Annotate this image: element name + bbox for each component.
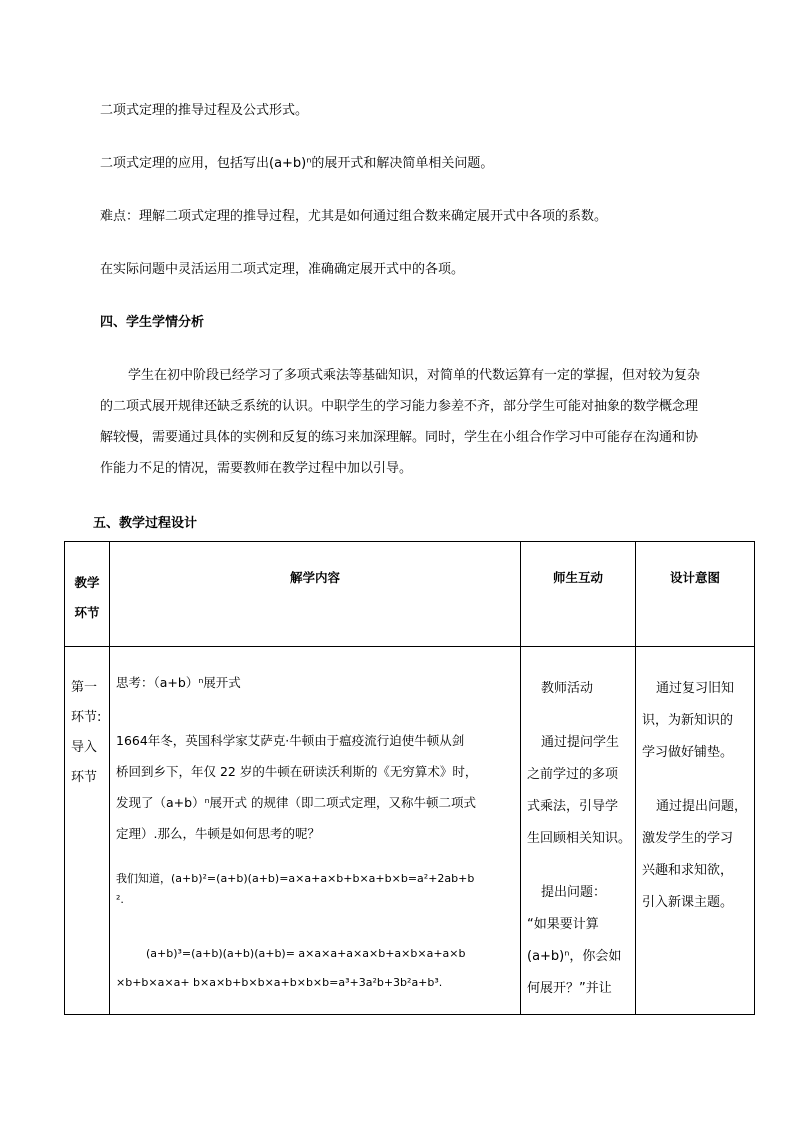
formula-square-line-1: 我们知道，(a+b)²=(a+b)(a+b)=a×a+a×b+b×a+b×b=a²+2ab+b xyxy=(116,872,475,885)
intro-line-2: 二项式定理的应用，包括写出(a+b)ⁿ的展开式和解决简单相关问题。 xyxy=(100,156,494,171)
interaction-line-2 xyxy=(527,705,635,727)
interaction-line-7 xyxy=(527,855,635,877)
header-stage xyxy=(65,542,110,647)
stage-line-1: 第一 xyxy=(71,680,98,695)
section4-line-2: 的二项式展开规律还缺乏系统的认识。中职学生的学习能力参差不齐，部分学生可能对抽象的数学概念理 xyxy=(100,399,699,414)
interaction-line-3: 通过提问学生 xyxy=(541,735,620,750)
section4-line-4: 作能力不足的情况，需要教师在教学过程中加以引导。 xyxy=(100,461,413,476)
intent-line-6: 激发学生的学习 xyxy=(642,831,734,846)
section4-line-1: 学生在初中阶段已经学习了多项式乘法等基础知识，对简单的代数运算有一定的掌握，但对较为复杂 xyxy=(128,368,701,383)
interaction-cell xyxy=(521,647,636,1015)
interaction-line-5: 式乘法，引导学 xyxy=(527,799,619,814)
interaction-line-10: (a+b)ⁿ，你会如 xyxy=(527,949,622,964)
formula-cube-line-1: (a+b)³=(a+b)(a+b)(a+b)= a×a×a+a×a×b+a×b×a+a×b xyxy=(146,947,466,960)
section5-title: 五、教学过程设计 xyxy=(93,516,198,531)
header-stage-line-1: 教学 xyxy=(74,575,100,590)
story-line-1: 1664年冬，英国科学家艾萨克·牛顿由于瘟疫流行迫使牛顿从剑 xyxy=(116,733,465,748)
interaction-line-6: 生回顾相关知识。 xyxy=(527,831,632,846)
interaction-line-4: 之前学过的多项 xyxy=(527,767,619,782)
interaction-line-9: “如果要计算 xyxy=(527,917,599,932)
story-line-2: 桥回到乡下，年仅 22 岁的牛顿在研读沃利斯的《无穷算术》时， xyxy=(116,764,478,779)
content-cell xyxy=(110,647,521,1015)
formula-square-line-2: ². xyxy=(116,893,124,906)
header-content xyxy=(110,542,521,647)
teaching-process-table xyxy=(64,541,755,1015)
table-row xyxy=(65,647,755,1015)
story-line-4: 定理）.那么，牛顿是如何思考的呢？ xyxy=(116,826,320,841)
interaction-line-8: 提出问题： xyxy=(541,885,607,900)
header-interaction xyxy=(521,542,636,647)
header-content-label: 解学内容 xyxy=(289,570,340,585)
interaction-line-11: 何展开？”并让 xyxy=(527,981,612,996)
intent-line-1: 通过复习旧知 xyxy=(656,681,735,696)
section4-title: 四、学生学情分析 xyxy=(100,315,205,330)
intent-cell xyxy=(636,647,755,1015)
intent-line-2: 识，为新知识的 xyxy=(642,713,734,728)
intent-line-5: 通过提出问题， xyxy=(656,799,748,814)
intent-line-3: 学习做好铺垫。 xyxy=(642,745,734,760)
intro-line-1: 二项式定理的推导过程及公式形式。 xyxy=(100,103,309,118)
header-stage-line-2: 环节 xyxy=(74,605,100,620)
intent-line-7: 兴趣和求知欲， xyxy=(642,863,734,878)
header-intent xyxy=(636,542,755,647)
think-prompt: 思考：（a+b）ⁿ展开式 xyxy=(116,675,241,690)
intent-line-4 xyxy=(642,769,754,791)
stage-line-4: 环节 xyxy=(71,770,98,785)
intent-line-8: 引入新课主题。 xyxy=(642,895,734,910)
stage-cell xyxy=(65,647,110,1015)
stage-line-2: 环节: xyxy=(71,710,102,725)
intro-line-4: 在实际问题中灵活运用二项式定理，准确确定展开式中的各项。 xyxy=(100,262,465,277)
story-line-3: 发现了（a+b）ⁿ展开式 的规律（即二项式定理，又称牛顿二项式 xyxy=(116,795,477,810)
formula-cube-line-2: ×b+b×a×a+ b×a×b+b×b×a+b×b×b=a³+3a²b+3b²a+b³. xyxy=(116,976,443,989)
table-header-row xyxy=(65,542,755,647)
header-interaction-label: 师生互动 xyxy=(552,570,603,585)
header-intent-label: 设计意图 xyxy=(669,570,720,585)
section4-line-3: 解较慢，需要通过具体的实例和反复的练习来加深理解。同时，学生在小组合作学习中可能存在沟通和协 xyxy=(100,430,699,445)
stage-line-3: 导入 xyxy=(71,740,98,755)
intro-line-3: 难点：理解二项式定理的推导过程，尤其是如何通过组合数来确定展开式中各项的系数。 xyxy=(100,209,608,224)
interaction-line-1: 教师活动 xyxy=(541,681,594,696)
